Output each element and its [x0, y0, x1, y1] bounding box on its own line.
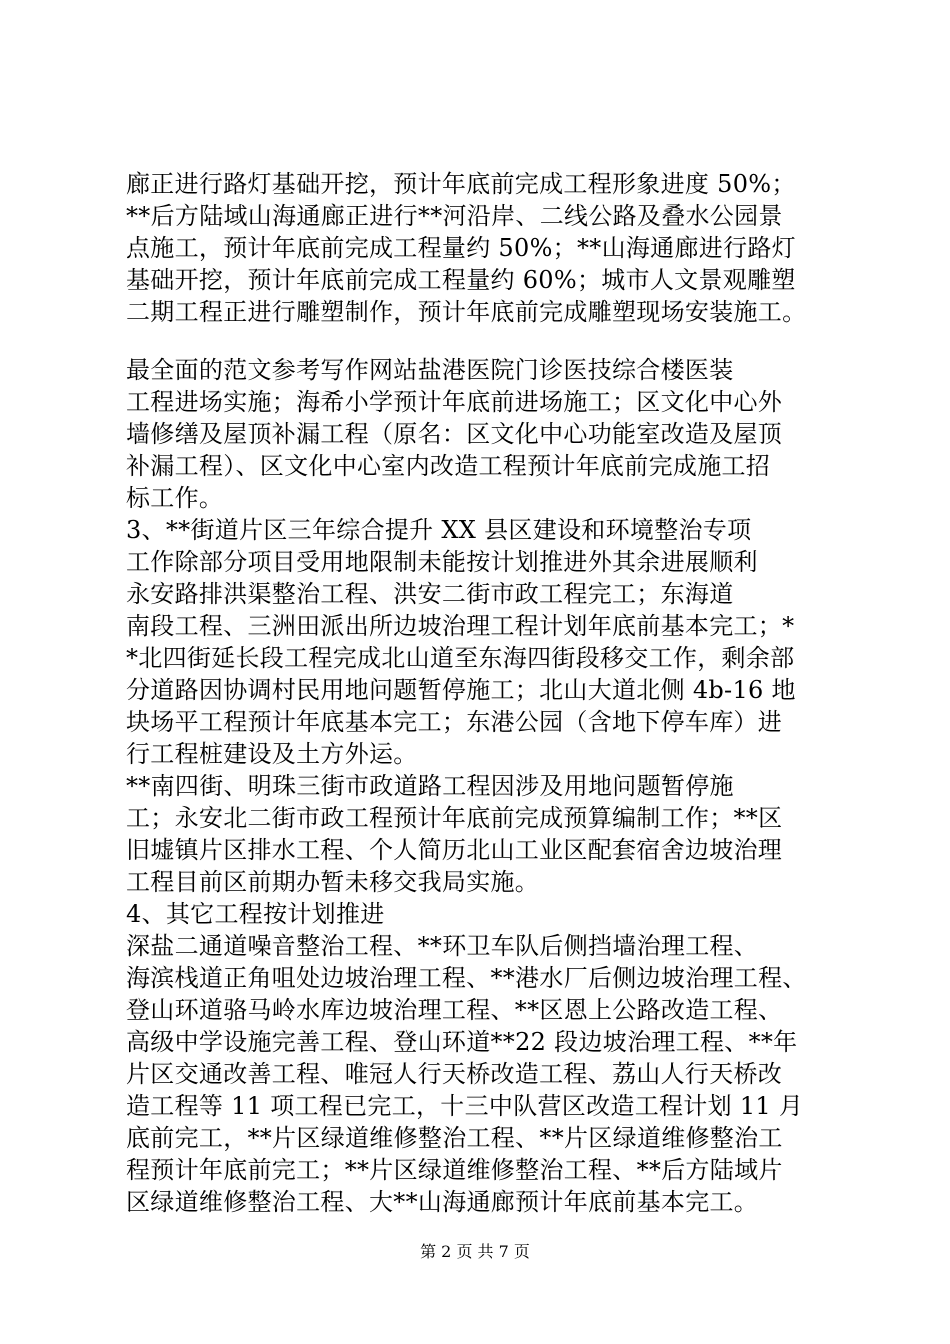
text-line: 3、**街道片区三年综合提升 XX 县区建设和环境整治专项	[126, 516, 752, 544]
paragraph-road-lighting	[126, 168, 846, 328]
paragraph-hospital-school	[126, 354, 846, 514]
text-line: 海滨栈道正角咀处边坡治理工程、**港水厂后侧边坡治理工程、	[126, 964, 807, 992]
paragraph-other-projects	[126, 930, 846, 1218]
text-line: 标工作。	[126, 484, 224, 512]
text-line: 程预计年底前完工；**片区绿道维修整治工程、**后方陆域片	[126, 1156, 783, 1184]
text-line: 廊正进行路灯基础开挖，预计年底前完成工程形象进度 50%；	[126, 170, 796, 198]
text-line: 行工程桩建设及土方外运。	[126, 740, 418, 768]
section-heading-3	[126, 514, 846, 578]
paragraph-nansi-street	[126, 770, 846, 898]
text-line: 工作除部分项目受用地限制未能按计划推进外其余进展顺利	[126, 548, 758, 576]
section-heading-4	[126, 898, 846, 930]
text-line: 块场平工程预计年底基本完工；东港公园（含地下停车库）进	[126, 708, 783, 736]
text-line: 分道路因协调村民用地问题暂停施工；北山大道北侧 4b-16 地	[126, 676, 796, 704]
text-line: 区绿道维修整治工程、大**山海通廊预计年底前基本完工。	[126, 1188, 759, 1216]
text-line: 旧墟镇片区排水工程、个人简历北山工业区配套宿舍边坡治理	[126, 836, 783, 864]
text-line: 点施工，预计年底前完成工程量约 50%；**山海通廊进行路灯	[126, 234, 796, 262]
text-line: 二期工程正进行雕塑制作，预计年底前完成雕塑现场安装施工。	[126, 298, 807, 326]
document-body	[126, 168, 846, 1218]
text-line: 造工程等 11 项工程已完工，十三中队营区改造工程计划 11 月	[126, 1092, 804, 1120]
text-line: 永安路排洪渠整治工程、洪安二街市政工程完工；东海道	[126, 580, 734, 608]
text-line: 登山环道骆马岭水库边坡治理工程、**区恩上公路改造工程、	[126, 996, 783, 1024]
text-line: 补漏工程）、区文化中心室内改造工程预计年底前完成施工招	[126, 452, 771, 480]
text-line: 底前完工，**片区绿道维修整治工程、**片区绿道维修整治工	[126, 1124, 783, 1152]
paragraph-spacer	[126, 328, 846, 354]
text-line: 最全面的范文参考写作网站盐港医院门诊医技综合楼医装	[126, 356, 734, 384]
text-line: 片区交通改善工程、唯冠人行天桥改造工程、荔山人行天桥改	[126, 1060, 783, 1088]
text-line: 基础开挖，预计年底前完成工程量约 60%；城市人文景观雕塑	[126, 266, 796, 294]
text-line: 深盐二通道噪音整治工程、**环卫车队后侧挡墙治理工程、	[126, 932, 759, 960]
text-line: 工程目前区前期办暂未移交我局实施。	[126, 868, 540, 896]
page-number-footer: 第 2 页 共 7 页	[420, 1242, 530, 1261]
text-line: 南段工程、三洲田派出所边坡治理工程计划年底前基本完工；*	[126, 612, 795, 640]
text-line: 工程进场实施；海希小学预计年底前进场施工；区文化中心外	[126, 388, 783, 416]
text-line: 高级中学设施完善工程、登山环道**22 段边坡治理工程、**年	[126, 1028, 798, 1056]
text-line: 4、其它工程按计划推进	[126, 900, 385, 928]
text-line: 墙修缮及屋顶补漏工程（原名：区文化中心功能室改造及屋顶	[126, 420, 783, 448]
text-line: **南四街、明珠三街市政道路工程因涉及用地问题暂停施	[126, 772, 734, 800]
text-line: *北四街延长段工程完成北山道至东海四街段移交工作，剩余部	[126, 644, 795, 672]
text-line: **后方陆域山海通廊正进行**河沿岸、二线公路及叠水公园景	[126, 202, 783, 230]
text-line: 工；永安北二街市政工程预计年底前完成预算编制工作；**区	[126, 804, 783, 832]
paragraph-yongan-road	[126, 578, 846, 770]
